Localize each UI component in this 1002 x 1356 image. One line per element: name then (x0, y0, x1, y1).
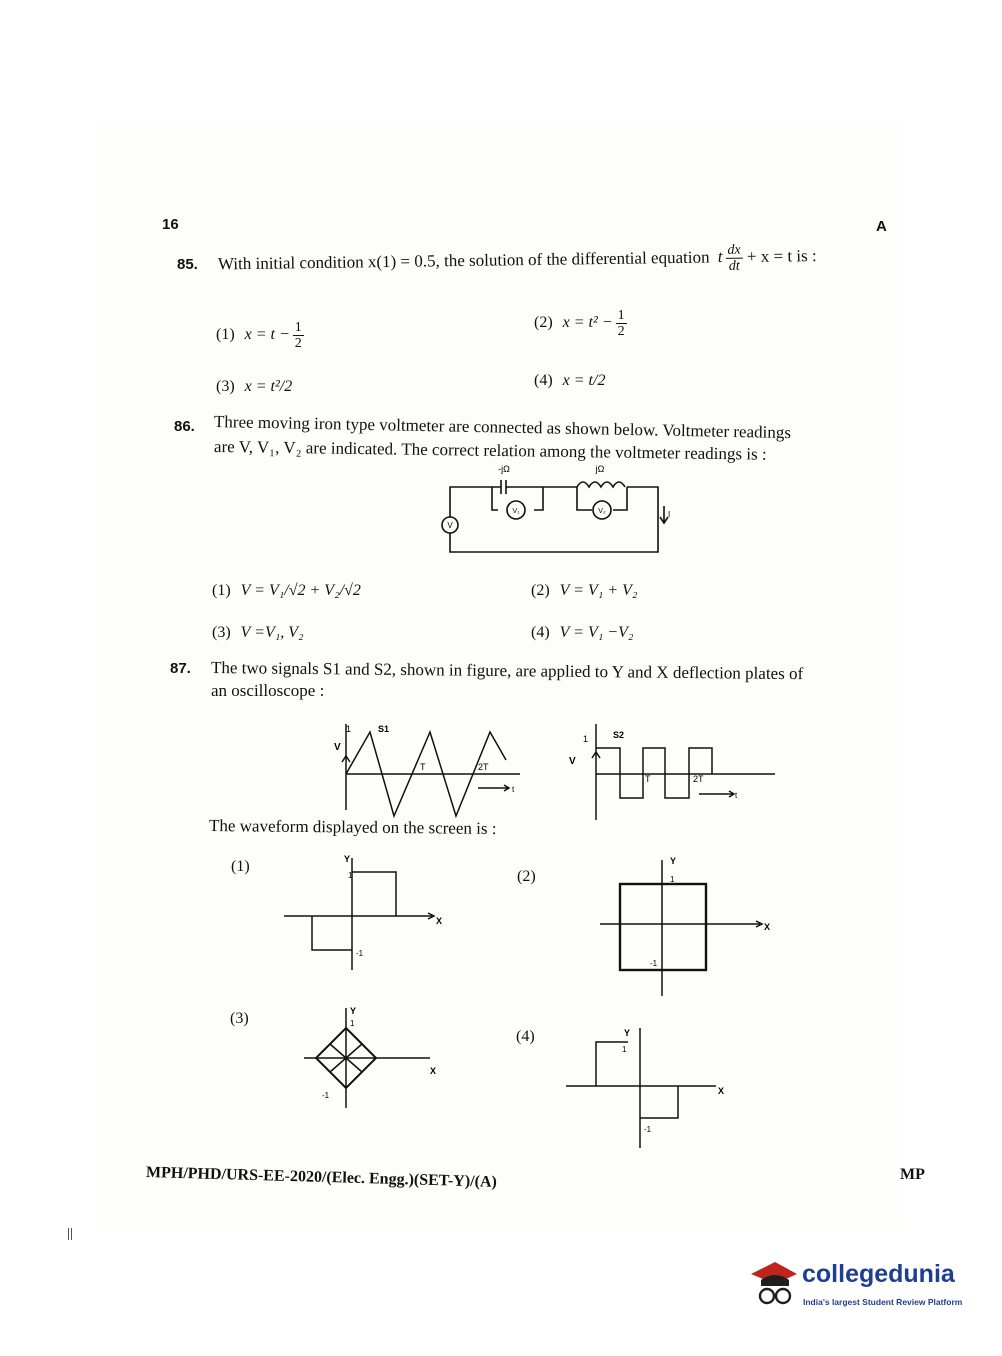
q87-option-2-figure[interactable] (590, 850, 780, 1000)
q86-option-4[interactable] (531, 624, 633, 642)
q87-option-1-label[interactable]: (1) (231, 858, 250, 875)
s1-t1: T (420, 762, 426, 772)
q86-option-3[interactable] (212, 624, 304, 642)
q86-option-1[interactable] (212, 582, 361, 600)
footer-right: MP (900, 1166, 925, 1183)
v1-leads (492, 487, 543, 510)
opt3-x-label: X (430, 1066, 437, 1076)
opt1-neg: -1 (356, 949, 364, 958)
s1-name: S1 (378, 724, 390, 734)
s2-t-label: t (735, 791, 738, 800)
wire-left (450, 487, 492, 517)
frac-den: 2 (294, 336, 302, 351)
frac-den: 2 (617, 324, 625, 339)
q87-line1: The two signals S1 and S2, shown in figure, are applied to Y and X deflection plates of (210, 658, 804, 684)
q85-option-2[interactable] (534, 308, 627, 339)
opt4-x-label: X (718, 1086, 725, 1096)
opt3-pos: 1 (350, 1019, 355, 1028)
q87-option-3-figure[interactable] (300, 1004, 450, 1114)
q85-option-1[interactable] (216, 320, 304, 351)
q86-line1: Three moving iron type voltmeter are connected as shown below. Voltmeter readings (213, 412, 792, 443)
set-letter: A (876, 218, 887, 235)
opt4-pos: 1 (622, 1045, 627, 1054)
brand-name: collegedunia (802, 1260, 955, 1288)
inductor-symbol (577, 482, 625, 487)
q86-circuit-diagram (430, 460, 670, 560)
frac-num: 1 (617, 308, 625, 323)
opt1-y-label: Y (344, 854, 351, 864)
capacitor-symbol (501, 480, 506, 494)
s2-time-arrow (699, 791, 734, 797)
q86-number: 86. (174, 418, 195, 435)
opt1-bottom-square (312, 916, 352, 950)
option-label: (4) (531, 624, 550, 641)
q85-eq-rest: + x = t (746, 246, 793, 267)
v1-label: V₁ (512, 508, 520, 515)
option-label: (4) (534, 372, 553, 389)
s2-t2: 2T (693, 774, 704, 784)
opt2-y-label: Y (670, 856, 677, 866)
s1-t-label: t (512, 785, 515, 794)
option-expr: x = t² − (562, 314, 613, 332)
option-label: (2) (534, 314, 553, 332)
q87-option-4-label[interactable]: (4) (516, 1028, 535, 1045)
i-label: I (668, 510, 671, 519)
opt4-lower-step (640, 1086, 678, 1118)
brand-logo-icon (745, 1252, 801, 1312)
s2-peak: 1 (583, 734, 589, 744)
s1-peak: 1 (346, 724, 352, 734)
frac-num: 1 (294, 320, 302, 335)
v-label: V (447, 521, 453, 530)
opt2-x-label: X (764, 922, 771, 932)
s2-wave (596, 748, 712, 798)
q85-eq-t: t (717, 247, 723, 267)
q87-prompt: The waveform displayed on the screen is : (208, 816, 497, 839)
footer-code: MPH/PHD/URS-EE-2020/(Elec. Engg.)(SET-Y)/(A) (145, 1164, 498, 1191)
opt1-pos: 1 (348, 871, 353, 880)
option-label: (1) (216, 326, 235, 344)
opt1-top-square (352, 872, 396, 916)
s2-t1: T (645, 774, 651, 784)
option-expr: x = t − (244, 326, 290, 344)
q87-option-4-figure[interactable] (560, 1022, 740, 1152)
opt2-neg: -1 (650, 959, 658, 968)
scan-edge-mark (68, 1228, 72, 1240)
option-expr: V =V₁, V₂ (240, 624, 304, 641)
glasses-left-icon (760, 1289, 774, 1303)
q85-statement: With initial condition x(1) = 0.5, the solution of the differential equation (217, 247, 710, 274)
s1-axis-label: V (334, 742, 341, 753)
q87-option-2-label[interactable]: (2) (517, 868, 536, 885)
opt2-pos: 1 (670, 875, 675, 884)
option-expr: x = t/2 (562, 372, 606, 389)
q85-number: 85. (177, 256, 198, 273)
q85-eq-is: is : (796, 246, 817, 266)
q87-line2: an oscilloscope : (211, 681, 325, 700)
signal-s2-plot (565, 718, 785, 828)
option-label: (3) (216, 378, 235, 395)
q87-option-3-label[interactable]: (3) (230, 1010, 249, 1027)
q85-eq-dx: dx (725, 243, 742, 259)
q86-option-2[interactable] (531, 582, 637, 600)
s1-time-arrow (478, 785, 509, 791)
page-number: 16 (162, 216, 179, 233)
brand-tagline: India's largest Student Review Platform (803, 1297, 963, 1307)
option-expr: V = V₁/√2 + V₂/√2 (240, 582, 361, 599)
option-label: (2) (531, 582, 550, 599)
option-expr: V = V₁ −V₂ (559, 624, 634, 641)
opt3-y-label: Y (350, 1006, 357, 1016)
option-label: (1) (212, 582, 231, 599)
q87-number: 87. (170, 660, 191, 677)
q85-eq-dt: dt (728, 258, 740, 274)
opt4-y-label: Y (624, 1028, 631, 1038)
option-expr: x = t²/2 (244, 378, 293, 395)
q86-line2: are V, V₁, V₂ are indicated. The correct relation among the voltmeter readings is : (213, 437, 767, 464)
option-expr: V = V₁ + V₂ (559, 582, 638, 599)
s2-name: S2 (613, 730, 625, 740)
q85-option-4[interactable] (534, 372, 605, 390)
signal-s1-plot (330, 718, 530, 818)
v2-label: V₂ (598, 508, 606, 515)
glasses-right-icon (776, 1289, 790, 1303)
v2-leads (577, 487, 627, 510)
s2-axis-label: V (569, 756, 576, 767)
opt4-neg: -1 (644, 1125, 652, 1134)
option-label: (3) (212, 624, 231, 641)
opt2-square (620, 884, 706, 970)
current-arrow (660, 506, 671, 523)
opt3-neg: -1 (322, 1091, 330, 1100)
opt1-x-label: X (436, 916, 443, 926)
s1-t2: 2T (478, 762, 489, 772)
cap-label: -jΩ (498, 464, 510, 474)
ind-label: jΩ (595, 464, 605, 474)
q85-option-3[interactable] (216, 378, 292, 396)
q87-option-1-figure[interactable] (280, 852, 460, 972)
